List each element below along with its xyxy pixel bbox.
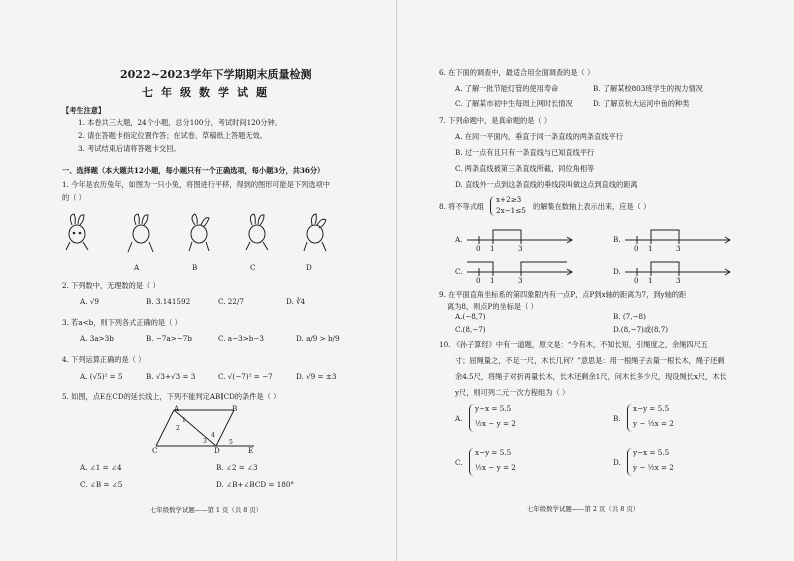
option-d: D. 了解京杭大运河中鱼的种类 (593, 99, 690, 108)
notice-heading: 【考生注意】 (62, 106, 106, 115)
option-label: D (306, 263, 312, 272)
question-8: 8. 将不等式组 (439, 202, 485, 211)
angle-label: 5 (229, 439, 233, 446)
option-c: C.(8,−7) (455, 325, 486, 334)
system-line: x−y = 5.5 (475, 448, 512, 457)
exam-title: 2022~2023学年下学期期末质量检测 (120, 68, 312, 81)
point-label: A (174, 404, 180, 413)
question-2: 2. 下列数中，无理数的是（ ） (62, 281, 160, 290)
tick-label: 3 (676, 276, 681, 285)
tick-label: 1 (648, 244, 653, 253)
point-label: C (152, 446, 158, 455)
option-a: A. (455, 235, 463, 244)
tick-label: 1 (490, 276, 495, 285)
system-line: 2x−1≤5 (496, 206, 526, 215)
system-brace (490, 196, 495, 216)
option-d: D. √9 = ±3 (296, 372, 337, 381)
option-label: A (134, 263, 140, 272)
option-c: C. 22/7 (218, 297, 244, 306)
question-8-cont: 的解集在数轴上表示出来，应是（ ） (533, 202, 651, 211)
parallel-lines-figure (150, 404, 260, 458)
question-1-cont: 的（ ） (62, 193, 86, 202)
option-b: B. √3+√3 = 3 (146, 372, 196, 381)
angle-label: 2 (176, 425, 180, 432)
tick-label: 3 (518, 276, 523, 285)
system-brace (627, 448, 632, 476)
option-b: B. ∠2 = ∠3 (216, 463, 258, 472)
option-b: B. (7,−8) (613, 312, 646, 321)
tick-label: 0 (634, 276, 639, 285)
rabbit-option-b-icon (189, 214, 209, 251)
notice-item: 3. 考试结束后请将答题卡交回。 (78, 144, 181, 153)
tick-label: 0 (476, 244, 481, 253)
system-line: x−y = 5.5 (633, 404, 670, 413)
option-b: B. 过一点有且只有一条直线与已知直线平行 (455, 148, 595, 157)
tick-label: 0 (634, 244, 639, 253)
option-c: C. a−3>b−3 (218, 334, 264, 343)
system-line: x+2≥3 (496, 195, 522, 204)
system-line: ½x − y = 2 (475, 419, 516, 428)
option-c: C. (455, 267, 463, 276)
question-9-cont: 离为8，则点P的坐标是（ ） (447, 302, 538, 311)
option-d: D. ∠B+∠BCD = 180° (216, 480, 295, 489)
rabbit-option-a-icon (128, 214, 153, 252)
option-c: C. ∠B = ∠5 (80, 480, 123, 489)
section-heading: 一、选择题（本大题共12小题，每小题只有一个正确选项，每小题3分，共36分） (62, 166, 325, 175)
tick-label: 0 (476, 276, 481, 285)
option-label: C (250, 263, 256, 272)
option-b: B. −7a>−7b (146, 334, 192, 343)
option-a: A.(−8,7) (455, 312, 486, 321)
option-b: B. (613, 235, 621, 244)
option-d: D.(8,−7)或(8,7) (613, 325, 669, 334)
notice-item: 2. 请在答题卡指定位置作答；在试卷、草稿纸上答题无效。 (78, 131, 267, 140)
question-10-cont: 余4.5尺，将绳子对折再量长木，长木还剩余1尺，问木长多少尺，现设绳长x尺，木长 (455, 372, 727, 381)
angle-label: 1 (182, 417, 186, 424)
option-d: D. ∛4 (286, 297, 306, 306)
system-line: ½x − y = 2 (475, 463, 516, 472)
option-a: A. √9 (80, 297, 99, 306)
option-label: B (192, 263, 198, 272)
system-line: y − ½x = 2 (633, 463, 674, 472)
tick-label: 1 (490, 244, 495, 253)
tick-label: 1 (648, 276, 653, 285)
rabbit-option-c-icon (246, 214, 268, 250)
point-label: B (232, 404, 238, 413)
option-d: D. (613, 458, 621, 467)
angle-label: 4 (211, 432, 215, 439)
option-a: A. ∠1 = ∠4 (80, 463, 122, 472)
page-2 (397, 0, 794, 561)
option-a: A. 了解一批节能灯管的使用寿命 (455, 84, 559, 93)
option-b: B. 3.141592 (146, 297, 191, 306)
question-7: 7. 下列命题中，是真命题的是（ ） (439, 116, 552, 125)
option-c: C. 两条直线被第三条直线所截，同位角相等 (455, 164, 595, 173)
rabbit-original-icon (66, 214, 88, 250)
option-a: A. (√5)² = 5 (80, 372, 123, 381)
question-10-cont: 寸；屈绳量之，不足一尺，木长几何？”意思是：用一根绳子去量一根长木，绳子还剩 (455, 356, 725, 365)
option-c: C. 了解某市初中生每周上网时长情况 (455, 99, 573, 108)
page-footer: 七年级数学试题——第 1 页（共 8 页） (150, 506, 263, 514)
option-d: D. (613, 267, 621, 276)
page-footer: 七年级数学试题——第 2 页（共 8 页） (527, 505, 640, 513)
option-c: C. (455, 458, 463, 467)
rabbit-option-d-icon (304, 214, 326, 251)
tick-label: 3 (518, 244, 523, 253)
option-d: D. 直线外一点到这条直线的垂线段叫做这点到直线的距离 (455, 180, 638, 189)
system-line: y − ½x = 2 (633, 419, 674, 428)
option-a: A. (455, 414, 463, 423)
point-label: E (248, 446, 254, 455)
system-brace (469, 404, 474, 432)
system-line: y−x = 5.5 (475, 404, 512, 413)
question-5: 5. 如图，点E在CD的延长线上，下列不能判定AB∥CD的条件是（ ） (62, 392, 281, 401)
question-4: 4. 下列运算正确的是（ ） (62, 355, 146, 364)
angle-label: 3 (203, 438, 207, 445)
question-10-cont: y尺，则可列二元一次方程组为（ ） (455, 388, 570, 397)
option-a: A. 3a>3b (80, 334, 114, 343)
option-d: D. a/9 > b/9 (296, 334, 340, 343)
system-line: y−x = 5.5 (633, 448, 670, 457)
exam-subtitle: 七年级数学试题 (142, 86, 275, 99)
rabbit-figures (64, 212, 364, 256)
tick-label: 3 (676, 244, 681, 253)
question-9: 9. 在平面直角坐标系的第四象限内有一点P，点P到x轴的距离为7，到y轴的距 (439, 290, 687, 299)
notice-item: 1. 本卷共三大题，24个小题，总分100分，考试时间120分钟。 (78, 118, 282, 127)
option-c: C. √(−7)² = −7 (218, 372, 273, 381)
question-1: 1. 今年是农历兔年，如图为一只小兔，将图进行平移，得到的图形可能是下列选项中 (62, 180, 330, 189)
option-a: A. 在同一平面内，垂直于同一条直线的两条直线平行 (455, 132, 623, 141)
option-b: B. (613, 414, 621, 423)
system-brace (627, 404, 632, 432)
point-label: D (214, 446, 220, 455)
question-10: 10. 《孙子算经》中有一道题，原文是：“今有木，不知长短，引绳度之，余绳四尺五 (439, 340, 708, 349)
option-b: B. 了解某校803班学生的视力情况 (593, 84, 703, 93)
question-3: 3. 若a<b，则下列各式正确的是（ ） (62, 318, 182, 327)
question-6: 6. 在下面的调查中，最适合用全面调查的是（ ） (439, 68, 595, 77)
system-brace (469, 448, 474, 476)
